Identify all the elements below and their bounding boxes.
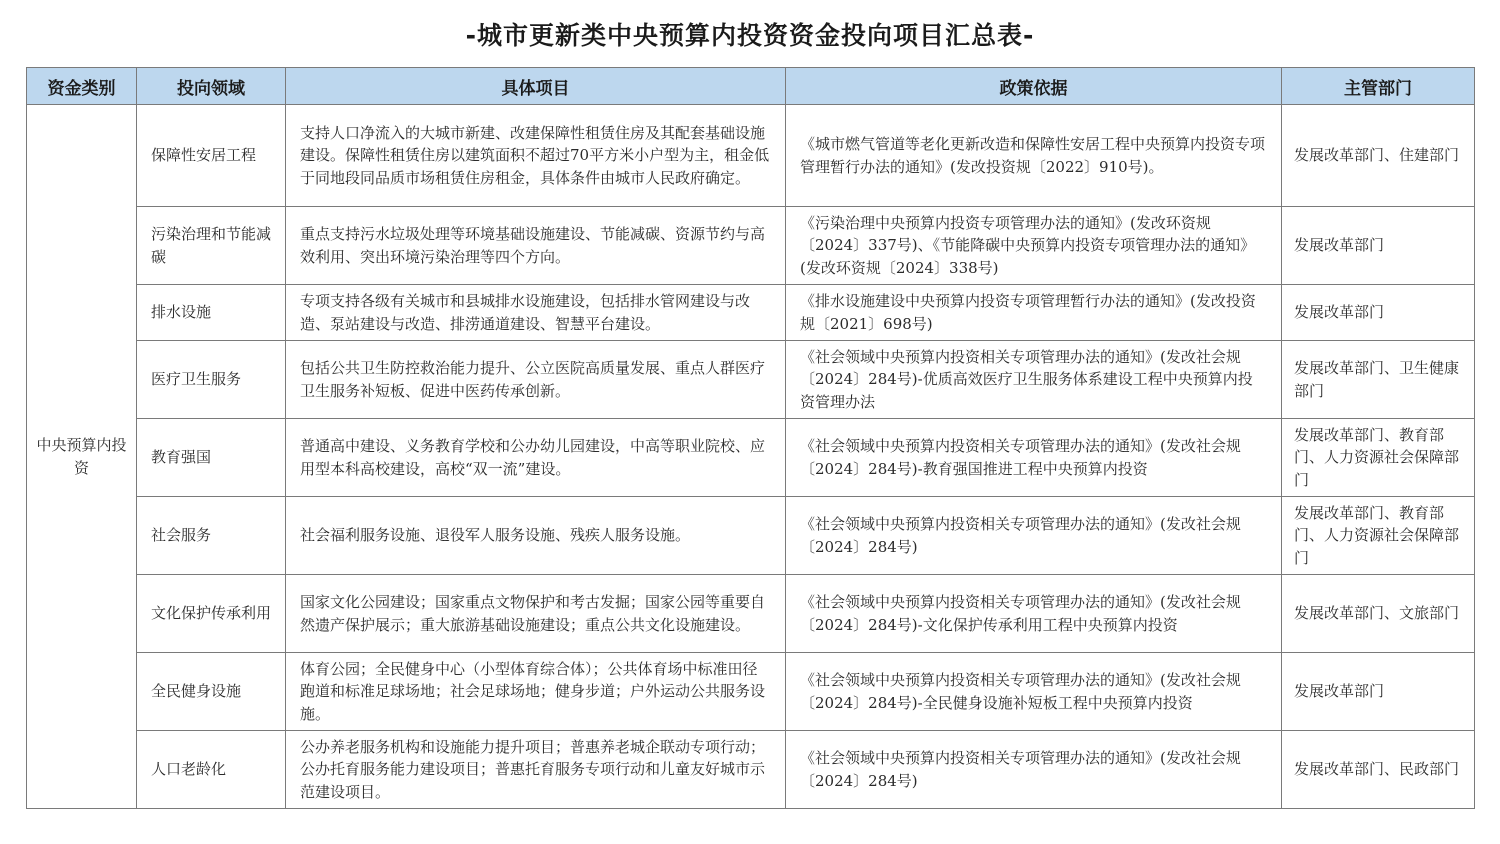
field-cell: 人口老龄化: [137, 731, 286, 809]
field-cell: 保障性安居工程: [137, 105, 286, 207]
table-row: [27, 207, 1475, 285]
field-cell: 医疗卫生服务: [137, 341, 286, 419]
header-policy: 政策依据: [786, 68, 1282, 105]
policy-cell: 《社会领域中央预算内投资相关专项管理办法的通知》(发改社会规〔2024〕284号)-全民健身设施补短板工程中央预算内投资: [786, 653, 1282, 731]
project-cell: 体育公园；全民健身中心（小型体育综合体）；公共体育场中标准田径跑道和标准足球场地；社会足球场地；健身步道；户外运动公共服务设施。: [286, 653, 786, 731]
table-row: [27, 497, 1475, 575]
policy-cell: 《社会领域中央预算内投资相关专项管理办法的通知》(发改社会规〔2024〕284号): [786, 497, 1282, 575]
dept-cell: 发展改革部门: [1282, 207, 1475, 285]
field-cell: 社会服务: [137, 497, 286, 575]
dept-cell: 发展改革部门: [1282, 285, 1475, 341]
project-cell: 普通高中建设、义务教育学校和公办幼儿园建设，中高等职业院校、应用型本科高校建设，高校“双一流”建设。: [286, 419, 786, 497]
table-row: [27, 575, 1475, 653]
field-cell: 排水设施: [137, 285, 286, 341]
header-project: 具体项目: [286, 68, 786, 105]
policy-cell: 《排水设施建设中央预算内投资专项管理暂行办法的通知》(发改投资规〔2021〕698号): [786, 285, 1282, 341]
field-cell: 污染治理和节能减碳: [137, 207, 286, 285]
policy-cell: 《社会领域中央预算内投资相关专项管理办法的通知》(发改社会规〔2024〕284号): [786, 731, 1282, 809]
policy-cell: 《污染治理中央预算内投资专项管理办法的通知》(发改环资规〔2024〕337号)、《节能降碳中央预算内投资专项管理办法的通知》(发改环资规〔2024〕338号): [786, 207, 1282, 285]
table-row: [27, 653, 1475, 731]
table-row: [27, 731, 1475, 809]
header-field: 投向领域: [137, 68, 286, 105]
table-row: [27, 285, 1475, 341]
project-cell: 国家文化公园建设；国家重点文物保护和考古发掘；国家公园等重要自然遗产保护展示；重大旅游基础设施建设；重点公共文化设施建设。: [286, 575, 786, 653]
category-cell: 中央预算内投资: [27, 105, 137, 809]
dept-cell: 发展改革部门、民政部门: [1282, 731, 1475, 809]
table-row: [27, 341, 1475, 419]
dept-cell: 发展改革部门、教育部门、人力资源社会保障部门: [1282, 419, 1475, 497]
policy-cell: 《社会领域中央预算内投资相关专项管理办法的通知》(发改社会规〔2024〕284号)-优质高效医疗卫生服务体系建设工程中央预算内投资管理办法: [786, 341, 1282, 419]
project-cell: 重点支持污水垃圾处理等环境基础设施建设、节能减碳、资源节约与高效利用、突出环境污染治理等四个方向。: [286, 207, 786, 285]
project-cell: 专项支持各级有关城市和县城排水设施建设，包括排水管网建设与改造、泵站建设与改造、排涝通道建设、智慧平台建设。: [286, 285, 786, 341]
dept-cell: 发展改革部门、卫生健康部门: [1282, 341, 1475, 419]
policy-cell: 《社会领域中央预算内投资相关专项管理办法的通知》(发改社会规〔2024〕284号)-文化保护传承利用工程中央预算内投资: [786, 575, 1282, 653]
table-row: [27, 419, 1475, 497]
table-header-row: [27, 68, 1475, 105]
dept-cell: 发展改革部门: [1282, 653, 1475, 731]
project-cell: 包括公共卫生防控救治能力提升、公立医院高质量发展、重点人群医疗卫生服务补短板、促进中医药传承创新。: [286, 341, 786, 419]
dept-cell: 发展改革部门、住建部门: [1282, 105, 1475, 207]
field-cell: 全民健身设施: [137, 653, 286, 731]
project-cell: 支持人口净流入的大城市新建、改建保障性租赁住房及其配套基础设施建设。保障性租赁住房以建筑面积不超过70平方米小户型为主，租金低于同地段同品质市场租赁住房租金，具体条件由城市人民政府确定。: [286, 105, 786, 207]
header-dept: 主管部门: [1282, 68, 1475, 105]
summary-table: [26, 67, 1475, 809]
header-category: 资金类别: [27, 68, 137, 105]
policy-cell: 《社会领域中央预算内投资相关专项管理办法的通知》(发改社会规〔2024〕284号)-教育强国推进工程中央预算内投资: [786, 419, 1282, 497]
project-cell: 社会福利服务设施、退役军人服务设施、残疾人服务设施。: [286, 497, 786, 575]
page-title: -城市更新类中央预算内投资资金投向项目汇总表-: [465, 21, 1035, 50]
table-row: [27, 105, 1475, 207]
policy-cell: 《城市燃气管道等老化更新改造和保障性安居工程中央预算内投资专项管理暂行办法的通知》(发改投资规〔2022〕910号)。: [786, 105, 1282, 207]
project-cell: 公办养老服务机构和设施能力提升项目；普惠养老城企联动专项行动；公办托育服务能力建设项目；普惠托育服务专项行动和儿童友好城市示范建设项目。: [286, 731, 786, 809]
dept-cell: 发展改革部门、教育部门、人力资源社会保障部门: [1282, 497, 1475, 575]
field-cell: 教育强国: [137, 419, 286, 497]
field-cell: 文化保护传承利用: [137, 575, 286, 653]
dept-cell: 发展改革部门、文旅部门: [1282, 575, 1475, 653]
